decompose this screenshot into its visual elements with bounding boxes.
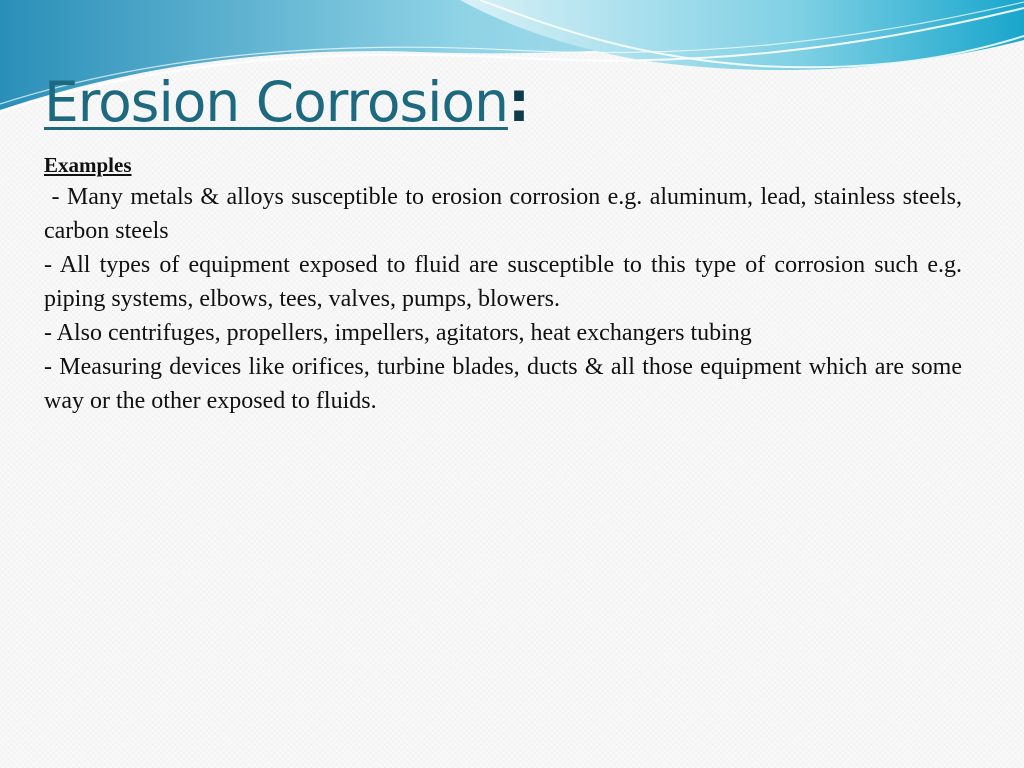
paragraph-centrifuges: - Also centrifuges, propellers, impellers, agitators, heat exchangers tubing bbox=[44, 320, 752, 346]
slide-title-text: Erosion Corrosion bbox=[44, 70, 508, 134]
subheading-examples: Examples bbox=[44, 153, 132, 177]
paragraph-metals: - Many metals & alloys susceptible to erosion corrosion e.g. aluminum, lead, stainless steels, carbon steels bbox=[44, 184, 969, 244]
slide-body bbox=[44, 150, 969, 418]
slide-title bbox=[44, 72, 529, 133]
paragraph-equipment: - All types of equipment exposed to fluid are susceptible to this type of corrosion such e.g. piping systems, elbows, tees, valves, pumps, blowers. bbox=[44, 252, 962, 312]
paragraph-measuring-devices: - Measuring devices like orifices, turbine blades, ducts & all those equipment which are some way or the other exposed to fluids. bbox=[44, 354, 962, 414]
slide-title-colon: : bbox=[507, 70, 529, 134]
